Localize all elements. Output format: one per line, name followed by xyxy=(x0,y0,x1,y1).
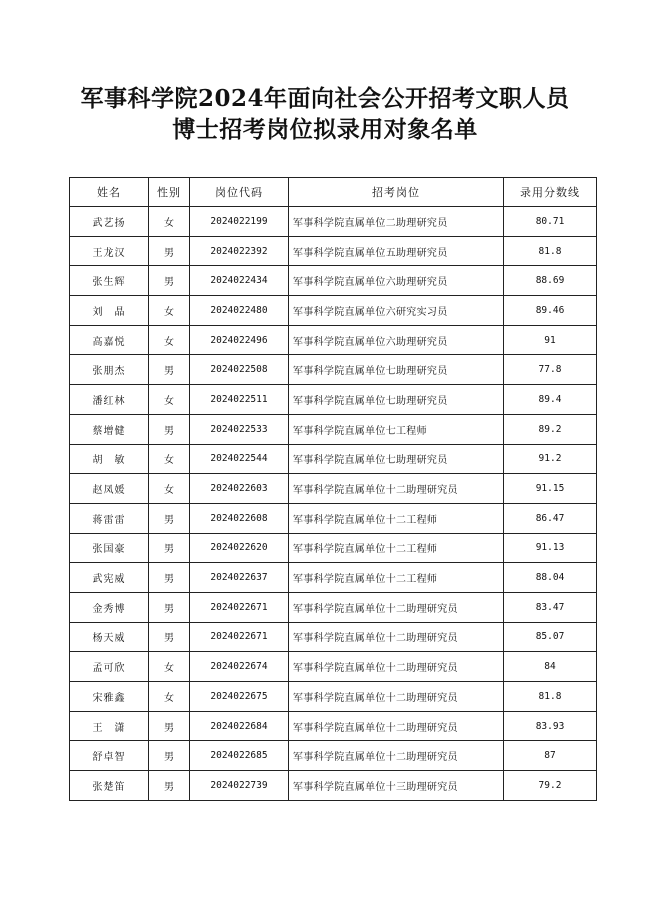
cell-score-line: 80.71 xyxy=(504,207,597,237)
cell-gender: 女 xyxy=(149,682,190,712)
table-header xyxy=(70,178,597,207)
cell-gender: 男 xyxy=(149,533,190,563)
cell-gender: 女 xyxy=(149,207,190,237)
table-row xyxy=(70,533,597,563)
header-score-line: 录用分数线 xyxy=(504,178,597,207)
cell-score-line: 91 xyxy=(504,325,597,355)
cell-name: 王 潇 xyxy=(70,711,149,741)
cell-position: 军事科学院直属单位六助理研究员 xyxy=(289,266,504,296)
cell-position-code: 2024022608 xyxy=(190,503,289,533)
admission-list-table xyxy=(69,177,597,801)
table-row xyxy=(70,474,597,504)
cell-gender: 男 xyxy=(149,741,190,771)
cell-position: 军事科学院直属单位十二助理研究员 xyxy=(289,711,504,741)
cell-position-code: 2024022739 xyxy=(190,771,289,801)
cell-score-line: 79.2 xyxy=(504,771,597,801)
cell-position: 军事科学院直属单位十二助理研究员 xyxy=(289,682,504,712)
table-row xyxy=(70,741,597,771)
cell-position-code: 2024022199 xyxy=(190,207,289,237)
cell-name: 赵凤媛 xyxy=(70,474,149,504)
cell-name: 张楚笛 xyxy=(70,771,149,801)
cell-score-line: 88.04 xyxy=(504,563,597,593)
cell-position: 军事科学院直属单位七助理研究员 xyxy=(289,355,504,385)
cell-name: 蔡增健 xyxy=(70,414,149,444)
cell-position-code: 2024022637 xyxy=(190,563,289,593)
cell-name: 杨天威 xyxy=(70,622,149,652)
table-row xyxy=(70,503,597,533)
table-row xyxy=(70,236,597,266)
cell-score-line: 86.47 xyxy=(504,503,597,533)
cell-name: 孟可欣 xyxy=(70,652,149,682)
cell-position: 军事科学院直属单位十二助理研究员 xyxy=(289,474,504,504)
cell-score-line: 81.8 xyxy=(504,682,597,712)
header-gender: 性别 xyxy=(149,178,190,207)
table-row xyxy=(70,652,597,682)
cell-position: 军事科学院直属单位七助理研究员 xyxy=(289,444,504,474)
cell-gender: 男 xyxy=(149,711,190,741)
cell-position: 军事科学院直属单位七助理研究员 xyxy=(289,385,504,415)
cell-position-code: 2024022620 xyxy=(190,533,289,563)
cell-name: 张国豪 xyxy=(70,533,149,563)
header-position-code: 岗位代码 xyxy=(190,178,289,207)
cell-score-line: 83.93 xyxy=(504,711,597,741)
cell-position-code: 2024022674 xyxy=(190,652,289,682)
table-row xyxy=(70,563,597,593)
cell-name: 高嘉悦 xyxy=(70,325,149,355)
cell-position: 军事科学院直属单位二助理研究员 xyxy=(289,207,504,237)
cell-position-code: 2024022434 xyxy=(190,266,289,296)
cell-position-code: 2024022496 xyxy=(190,325,289,355)
cell-name: 王龙汉 xyxy=(70,236,149,266)
cell-score-line: 85.07 xyxy=(504,622,597,652)
cell-position-code: 2024022671 xyxy=(190,592,289,622)
cell-gender: 男 xyxy=(149,503,190,533)
cell-name: 潘红林 xyxy=(70,385,149,415)
table-row xyxy=(70,682,597,712)
cell-position-code: 2024022533 xyxy=(190,414,289,444)
cell-score-line: 87 xyxy=(504,741,597,771)
table-row xyxy=(70,622,597,652)
table-row xyxy=(70,592,597,622)
cell-position: 军事科学院直属单位十二工程师 xyxy=(289,503,504,533)
table-row xyxy=(70,296,597,326)
cell-name: 刘 晶 xyxy=(70,296,149,326)
table-row xyxy=(70,207,597,237)
table-row xyxy=(70,444,597,474)
cell-position-code: 2024022544 xyxy=(190,444,289,474)
cell-gender: 女 xyxy=(149,652,190,682)
cell-gender: 男 xyxy=(149,563,190,593)
cell-score-line: 77.8 xyxy=(504,355,597,385)
cell-score-line: 81.8 xyxy=(504,236,597,266)
cell-score-line: 84 xyxy=(504,652,597,682)
header-name: 姓名 xyxy=(70,178,149,207)
cell-name: 张生辉 xyxy=(70,266,149,296)
cell-score-line: 91.13 xyxy=(504,533,597,563)
cell-gender: 女 xyxy=(149,474,190,504)
cell-position: 军事科学院直属单位十三助理研究员 xyxy=(289,771,504,801)
cell-score-line: 89.4 xyxy=(504,385,597,415)
cell-name: 蒋雷雷 xyxy=(70,503,149,533)
cell-gender: 女 xyxy=(149,385,190,415)
cell-position: 军事科学院直属单位六研究实习员 xyxy=(289,296,504,326)
cell-position: 军事科学院直属单位十二助理研究员 xyxy=(289,741,504,771)
cell-position-code: 2024022392 xyxy=(190,236,289,266)
cell-position-code: 2024022685 xyxy=(190,741,289,771)
cell-name: 胡 敏 xyxy=(70,444,149,474)
cell-position-code: 2024022603 xyxy=(190,474,289,504)
cell-gender: 女 xyxy=(149,296,190,326)
cell-gender: 男 xyxy=(149,355,190,385)
cell-gender: 女 xyxy=(149,444,190,474)
cell-name: 武艺扬 xyxy=(70,207,149,237)
cell-gender: 男 xyxy=(149,414,190,444)
cell-score-line: 88.69 xyxy=(504,266,597,296)
cell-position-code: 2024022480 xyxy=(190,296,289,326)
cell-position: 军事科学院直属单位十二工程师 xyxy=(289,533,504,563)
cell-score-line: 89.2 xyxy=(504,414,597,444)
table-body xyxy=(70,207,597,801)
cell-position-code: 2024022671 xyxy=(190,622,289,652)
table-header-row xyxy=(70,178,597,207)
cell-gender: 男 xyxy=(149,771,190,801)
cell-position: 军事科学院直属单位六助理研究员 xyxy=(289,325,504,355)
header-position: 招考岗位 xyxy=(289,178,504,207)
cell-gender: 男 xyxy=(149,236,190,266)
cell-position: 军事科学院直属单位十二助理研究员 xyxy=(289,622,504,652)
cell-gender: 男 xyxy=(149,622,190,652)
cell-score-line: 89.46 xyxy=(504,296,597,326)
cell-score-line: 91.15 xyxy=(504,474,597,504)
cell-score-line: 83.47 xyxy=(504,592,597,622)
table-row xyxy=(70,266,597,296)
cell-name: 武宪威 xyxy=(70,563,149,593)
cell-name: 宋雅鑫 xyxy=(70,682,149,712)
cell-name: 金秀博 xyxy=(70,592,149,622)
cell-position-code: 2024022675 xyxy=(190,682,289,712)
cell-position: 军事科学院直属单位十二助理研究员 xyxy=(289,592,504,622)
cell-gender: 男 xyxy=(149,266,190,296)
cell-name: 张朋杰 xyxy=(70,355,149,385)
cell-name: 舒卓智 xyxy=(70,741,149,771)
document-title-line-2: 博士招考岗位拟录用对象名单 xyxy=(172,116,478,143)
cell-position: 军事科学院直属单位十二助理研究员 xyxy=(289,652,504,682)
cell-score-line: 91.2 xyxy=(504,444,597,474)
cell-gender: 男 xyxy=(149,592,190,622)
document-title-line-1: 军事科学院2024年面向社会公开招考文职人员 xyxy=(80,85,570,112)
cell-position: 军事科学院直属单位七工程师 xyxy=(289,414,504,444)
table-row xyxy=(70,355,597,385)
table-row xyxy=(70,771,597,801)
cell-position-code: 2024022511 xyxy=(190,385,289,415)
table-row xyxy=(70,325,597,355)
cell-gender: 女 xyxy=(149,325,190,355)
table-row xyxy=(70,414,597,444)
cell-position-code: 2024022508 xyxy=(190,355,289,385)
cell-position-code: 2024022684 xyxy=(190,711,289,741)
cell-position: 军事科学院直属单位五助理研究员 xyxy=(289,236,504,266)
table-row xyxy=(70,711,597,741)
cell-position: 军事科学院直属单位十二工程师 xyxy=(289,563,504,593)
table-row xyxy=(70,385,597,415)
